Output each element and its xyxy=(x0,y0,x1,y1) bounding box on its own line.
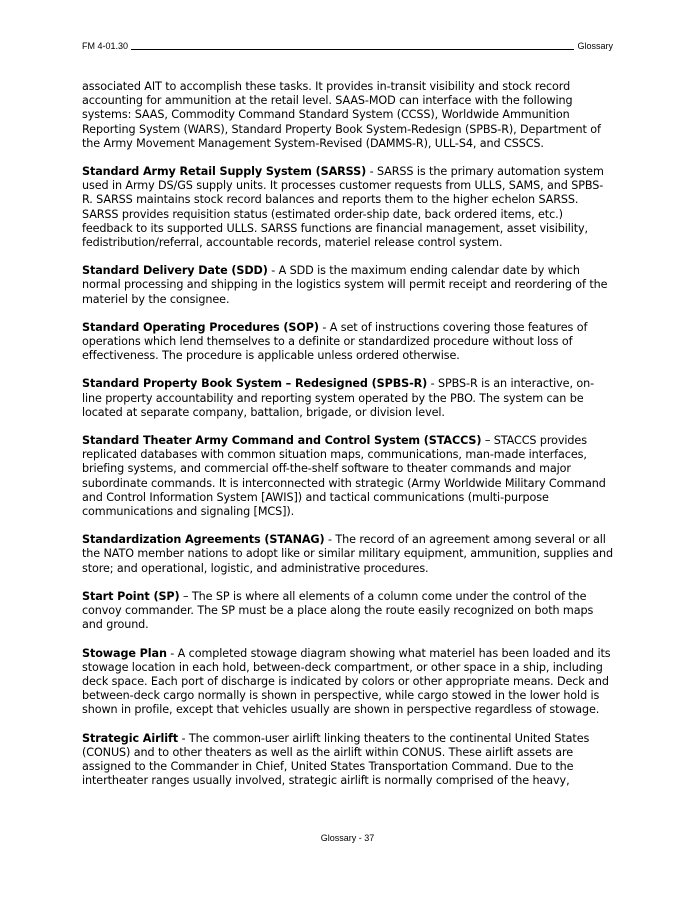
glossary-definition: – The SP is where all elements of a column come under the control of the convoy commander. The SP must be a place along the route easily recognized on both maps and ground. xyxy=(82,589,594,632)
page-footer: Glossary - 37 xyxy=(320,833,375,843)
glossary-term: Start Point (SP) xyxy=(82,589,180,603)
glossary-entry-staccs xyxy=(82,434,613,519)
glossary-definition: - A set of instructions covering those features of operations which lend themselves to a definite or standardized procedure without loss of effectiveness. The procedure is applicable unless ordered otherwise. xyxy=(82,320,588,363)
glossary-entry-sop xyxy=(82,321,613,364)
glossary-definition: - SARSS is the primary automation system used in Army DS/GS supply units. It processes customer requests from ULLS, SAMS, and SPBS-R. SARSS maintains stock record balances and reports them to the higher echelon SARSS. SARSS provides requisition status (estimated order-ship date, back ordered items, etc.) feedback to its supported ULLS. SARSS functions are financial management, asset visibility, fedistribution/referral, accountable records, materiel release control system. xyxy=(82,165,604,250)
glossary-term: Standard Operating Procedures (SOP) xyxy=(82,320,319,334)
glossary-entry-sarss xyxy=(82,165,613,250)
glossary-term: Standardization Agreements (STANAG) xyxy=(82,533,325,547)
glossary-term: Standard Property Book System – Redesigned (SPBS-R) xyxy=(82,377,428,391)
glossary-definition: - A completed stowage diagram showing what materiel has been loaded and its stowage location in each hold, between-deck compartment, or other space in a ship, including deck space. Each port of discharge is indicated by colors or other appropriate means. Deck and between-deck cargo normally is shown in perspective, while cargo stowed in the lower hold is shown in profile, except that vehicles usually are shown in perspective regardless of stowage. xyxy=(82,646,611,717)
glossary-definition: - The common-user airlift linking theaters to the continental United States (CONUS) and to other theaters as well as the airlift within CONUS. These airlift assets are assigned to the Commander in Chief, United States Transportation Command. Due to the intertheater ranges usually involved, strategic airlift is normally comprised of the heavy, xyxy=(82,731,590,788)
glossary-term: Strategic Airlift xyxy=(82,731,178,745)
glossary-entry-stowage-plan xyxy=(82,647,613,718)
glossary-entry-sdd xyxy=(82,264,613,307)
section-title: Glossary xyxy=(577,41,613,51)
glossary-entry-strategic-airlift xyxy=(82,732,613,789)
header-rule xyxy=(131,49,574,50)
glossary-body xyxy=(82,80,613,802)
glossary-definition: - SPBS-R is an interactive, on-line property accountability and reporting system operated by the PBO. The system can be located at separate company, battalion, brigade, or division level. xyxy=(82,377,595,419)
glossary-term: Stowage Plan xyxy=(82,646,167,660)
glossary-term: Standard Theater Army Command and Control System (STACCS) xyxy=(82,434,482,448)
glossary-entry-start-point xyxy=(82,590,613,633)
glossary-definition: - The record of an agreement among several or all the NATO member nations to adopt like or similar military equipment, ammunition, supplies and store; and operational, logistic, and administrative procedures. xyxy=(82,533,614,575)
glossary-entry-stanag xyxy=(82,533,613,576)
glossary-term: Standard Delivery Date (SDD) xyxy=(82,264,268,278)
glossary-definition: – STACCS provides replicated databases with common situation maps, communications, man-made interfaces, briefing systems, and commercial off-the-shelf software to theater commands and major subordinate commands. It is interconnected with strategic (Army Worldwide Military Command and Control Information System [AWIS]) and tactical communications (multi-purpose communications and signaling [MCS]). xyxy=(82,434,606,519)
glossary-entry-spbs-r xyxy=(82,377,613,420)
glossary-term: Standard Army Retail Supply System (SARSS) xyxy=(82,165,367,179)
glossary-definition: - A SDD is the maximum ending calendar date by which normal processing and shipping in the logistics system will permit receipt and reordering of the materiel by the consignee. xyxy=(82,264,608,306)
continuation-paragraph: associated AIT to accomplish these tasks. It provides in-transit visibility and stock record accounting for ammunition at the retail level. SAAS-MOD can interface with the following systems: SAAS, Commodity Command Standard System (CCSS), Worldwide Ammunition Reporting System (WARS), Standard Property Book System-Redesign (SPBS-R), Department of the Army Movement Management System-Revised (DAMMS-R), ULL-S4, and CSSCS. xyxy=(82,80,601,150)
document-id: FM 4-01.30 xyxy=(82,41,129,51)
page-header xyxy=(82,40,613,52)
